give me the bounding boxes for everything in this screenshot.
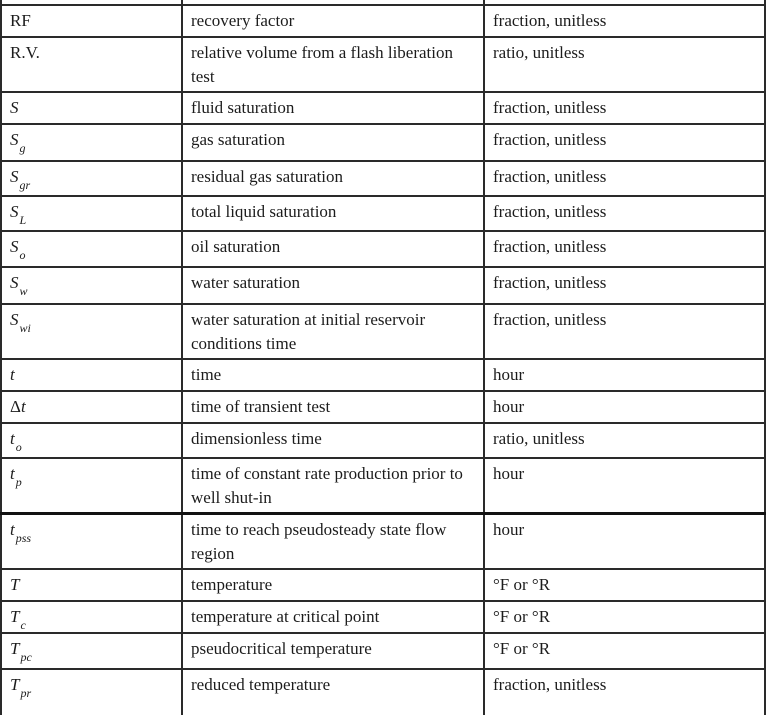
table-row [1, 514, 765, 570]
description-text: oil saturation [191, 237, 281, 256]
symbol-cell [1, 231, 182, 267]
description-text: water saturation [191, 273, 301, 292]
symbol-italic-letter: S [10, 202, 19, 221]
symbol-subscript: pr [20, 686, 32, 700]
symbol-italic-letter: t [10, 429, 15, 448]
table-row [1, 633, 765, 669]
units-text: fraction, unitless [493, 167, 607, 186]
description-text: time [191, 365, 222, 384]
table-row [1, 92, 765, 124]
symbol-subscript: g [19, 141, 26, 155]
table-row [1, 5, 765, 37]
description-text: time of constant rate production prior to well shut-in [191, 464, 463, 507]
symbol-italic-letter: T [10, 675, 20, 694]
table-row [1, 423, 765, 458]
symbol-subscript: wi [19, 321, 31, 335]
units-cell [484, 37, 765, 92]
units-text: fraction, unitless [493, 273, 607, 292]
description-text: fluid saturation [191, 98, 295, 117]
description-text: time to reach pseudosteady state flow region [191, 520, 447, 563]
description-text: dimensionless time [191, 429, 322, 448]
description-text: recovery factor [191, 11, 295, 30]
symbol-italic-letter: t [20, 397, 26, 416]
symbol-subscript: o [15, 440, 22, 454]
units-cell [484, 633, 765, 669]
description-cell [182, 92, 484, 124]
units-cell [484, 569, 765, 601]
symbol-subscript: pc [20, 650, 32, 664]
units-cell [484, 423, 765, 458]
table-body [1, 0, 765, 715]
description-text: residual gas saturation [191, 167, 344, 186]
symbol-cell [1, 196, 182, 231]
description-cell [182, 633, 484, 669]
symbol-italic-letter: S [10, 167, 19, 186]
units-cell [484, 92, 765, 124]
symbol-italic-letter: t [10, 365, 15, 384]
units-text: ratio, unitless [493, 43, 585, 62]
table-row [1, 304, 765, 359]
table-row [1, 231, 765, 267]
description-text: temperature at critical point [191, 607, 380, 626]
symbol-cell [1, 161, 182, 196]
symbol-cell [1, 124, 182, 161]
symbol-cell [1, 5, 182, 37]
description-cell [182, 231, 484, 267]
table-row [1, 124, 765, 161]
description-text: reduced temperature [191, 675, 331, 694]
description-cell [182, 5, 484, 37]
description-cell [182, 304, 484, 359]
table-row [1, 391, 765, 423]
units-cell [484, 359, 765, 391]
symbol-cell [1, 359, 182, 391]
symbol-cell [1, 514, 182, 570]
units-text: hour [493, 520, 525, 539]
table-row [1, 601, 765, 633]
symbol-cell [1, 669, 182, 715]
units-text: °F or °R [493, 639, 551, 658]
description-cell [182, 196, 484, 231]
symbol-cell [1, 633, 182, 669]
units-text: ratio, unitless [493, 429, 585, 448]
description-text: total liquid saturation [191, 202, 337, 221]
symbol-cell [1, 569, 182, 601]
description-text: gas saturation [191, 130, 285, 149]
description-cell [182, 37, 484, 92]
table-row [1, 196, 765, 231]
table-row [1, 267, 765, 304]
symbol-subscript: w [19, 284, 28, 298]
symbol-cell [1, 37, 182, 92]
units-text: fraction, unitless [493, 310, 607, 329]
symbol-italic-letter: S [10, 130, 19, 149]
units-cell [484, 5, 765, 37]
description-text: temperature [191, 575, 273, 594]
units-text: hour [493, 464, 525, 483]
symbol-italic-letter: S [10, 273, 19, 292]
units-cell [484, 267, 765, 304]
symbol-roman-text: Δ [10, 397, 21, 416]
symbol-roman-text: R.V. [10, 43, 40, 62]
description-cell [182, 514, 484, 570]
description-cell [182, 458, 484, 514]
units-text: °F or °R [493, 575, 551, 594]
units-cell [484, 161, 765, 196]
symbol-cell [1, 601, 182, 633]
units-text: fraction, unitless [493, 11, 607, 30]
units-cell [484, 231, 765, 267]
table-row [1, 669, 765, 715]
description-cell [182, 423, 484, 458]
description-text: pseudocritical temperature [191, 639, 372, 658]
description-cell [182, 124, 484, 161]
symbol-subscript: c [20, 618, 26, 632]
units-text: fraction, unitless [493, 130, 607, 149]
symbol-italic-letter: S [10, 98, 19, 117]
units-text: fraction, unitless [493, 98, 607, 117]
symbol-italic-letter: T [10, 575, 20, 594]
symbol-cell [1, 304, 182, 359]
description-cell [182, 391, 484, 423]
symbol-cell [1, 423, 182, 458]
units-cell [484, 458, 765, 514]
units-cell [484, 514, 765, 570]
table-row [1, 37, 765, 92]
symbol-cell [1, 267, 182, 304]
units-cell [484, 196, 765, 231]
symbol-italic-letter: t [10, 464, 15, 483]
units-cell [484, 124, 765, 161]
symbol-cell [1, 458, 182, 514]
symbol-italic-letter: t [10, 520, 15, 539]
description-text: relative volume from a flash liberation test [191, 43, 453, 86]
symbol-italic-letter: S [10, 237, 19, 256]
symbol-cell [1, 391, 182, 423]
units-text: fraction, unitless [493, 675, 607, 694]
units-text: fraction, unitless [493, 202, 607, 221]
description-cell [182, 601, 484, 633]
description-text: time of transient test [191, 397, 331, 416]
symbol-italic-letter: S [10, 310, 19, 329]
units-text: °F or °R [493, 607, 551, 626]
symbol-subscript: pss [15, 531, 32, 545]
symbol-italic-letter: T [10, 639, 20, 658]
units-text: fraction, unitless [493, 237, 607, 256]
units-text: hour [493, 397, 525, 416]
table-row [1, 569, 765, 601]
description-cell [182, 359, 484, 391]
table-row [1, 458, 765, 514]
description-cell [182, 569, 484, 601]
description-cell [182, 267, 484, 304]
symbol-roman-text: RF [10, 11, 31, 30]
symbol-subscript: gr [19, 178, 31, 192]
symbol-cell [1, 92, 182, 124]
description-cell [182, 669, 484, 715]
symbol-italic-letter: T [10, 607, 20, 626]
symbol-subscript: L [19, 213, 27, 227]
units-cell [484, 391, 765, 423]
symbol-subscript: o [19, 248, 26, 262]
description-cell [182, 161, 484, 196]
units-cell [484, 304, 765, 359]
table-row [1, 359, 765, 391]
table-row [1, 161, 765, 196]
description-text: water saturation at initial reservoir conditions time [191, 310, 426, 353]
units-cell [484, 601, 765, 633]
units-text: hour [493, 365, 525, 384]
symbol-subscript: p [15, 475, 22, 489]
units-cell [484, 669, 765, 715]
